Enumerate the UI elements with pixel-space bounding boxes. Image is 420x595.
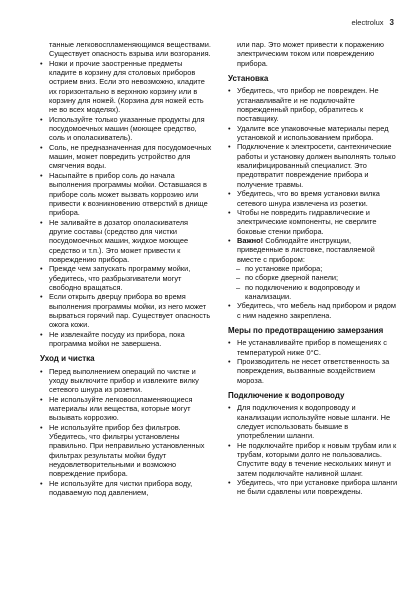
sub-item: – по сборке дверной панели;	[236, 273, 339, 283]
important-label: Важно!	[237, 235, 264, 245]
right-column	[228, 40, 398, 497]
list-item: • Если открыть дверцу прибора во время выполнения программы мойки, из него может вырваться горячий пар. Существует опасность ожога кожи.	[40, 292, 211, 330]
page-header	[351, 18, 394, 27]
list-item: • Соль, не предназначенная для посудомоечных машин, может повредить устройство для смягчения воды.	[40, 142, 212, 171]
list-item: • Не используйте для чистки прибора воду, подаваемую под давлением,	[40, 478, 193, 498]
sub-item: – по подключению к водопроводу и канализации.	[236, 282, 360, 301]
list-item: • Не заливайте в дозатор ополаскивателя другие составы (средство для чистки посудомоечных машин, жидкое моющее средство и т.п.). Это может привести к повреждению прибора.	[40, 217, 189, 264]
left-column	[40, 40, 212, 498]
install-heading: Установка	[228, 74, 269, 84]
care-list	[40, 367, 212, 498]
list-item: • Не устанавливайте прибор в помещениях с температурой ниже 0°C.	[228, 338, 387, 357]
frost-list	[228, 338, 398, 385]
install-sublist	[228, 264, 398, 301]
install-list-continued	[228, 301, 398, 320]
list-item: • Перед выполнением операций по чистке и уходу выключите прибор и извлеките вилку сетевого шнура из розетки.	[40, 366, 199, 395]
install-list	[228, 86, 398, 264]
list-item: • Прежде чем запускать программу мойки, убедитесь, что разбрызгиватели могут свободно вращаться.	[40, 264, 191, 292]
frost-heading: Меры по предотвращению замерзания	[228, 325, 384, 335]
continued-paragraph: танные легковоспламеняющимся веществами. Существует опасность взрыва или возгорания.	[49, 40, 211, 59]
list-item: • Не извлекайте посуду из прибора, пока программа мойки не завершена.	[40, 329, 185, 348]
water-list	[228, 403, 398, 496]
list-item: • Не используйте прибор без фильтров. Убедитесь, что фильтры установлены правильно. При неправильно установленных фильтрах результаты мойки будут неудовлетворительными и возможно повреждение прибора.	[40, 422, 205, 479]
list-item: • Для подключения к водопроводу и канализации используйте новые шланги. Не следует использовать бывшие в употреблении шланги.	[228, 403, 391, 441]
list-item: • Производитель не несет ответственность за повреждения, вызванные воздействием мороза.	[228, 357, 390, 385]
list-item: • Используйте только указанные продукты для посудомоечных машин (моющее средство, соль и ополаскиватель).	[40, 114, 205, 143]
list-item: • Насыпайте в прибор соль до начала выполнения программы мойки. Оставшаяся в приборе соль может вызвать коррозию или привести к возникновению отверстий в днище прибора.	[40, 170, 208, 218]
list-item: • Ножи и прочие заостренные предметы кладите в корзину для столовых приборов острием вниз. Если это невозможно, кладите их горизонтально в верхнюю корзину или в корзину для ножей. (Корзина для ножей есть не во всех моделях).	[40, 58, 205, 115]
list-item: • Убедитесь, что при установке прибора шланги не были сдавлены или повреждены.	[228, 478, 398, 497]
list-item: • Убедитесь, что во время установки вилка сетевого шнура извлечена из розетки.	[228, 189, 380, 208]
list-item: • Убедитесь, что прибор не поврежден. Не устанавливайте и не подключайте поврежденный прибор, обратитесь к поставщику.	[228, 86, 379, 124]
list-item: • Удалите все упаковочные материалы перед установкой и использованием прибора.	[228, 123, 389, 143]
list-item: • Убедитесь, что мебель над прибором и рядом с ним надежно закреплена.	[228, 301, 397, 320]
care-heading: Уход и чистка	[40, 354, 95, 364]
sub-item: – по установке прибора;	[236, 263, 323, 273]
water-heading: Подключение к водопроводу	[228, 391, 345, 401]
list-item-important: • Важно! Соблюдайте инструкции, приведенные в листовке, поставляемой вместе с прибором:	[228, 235, 375, 264]
safety-list	[40, 59, 212, 349]
list-item: • Не подключайте прибор к новым трубам или к трубам, которыми долго не пользовались. Спустите воду в течение нескольких минут и затем подключайте наливной шланг.	[228, 440, 397, 478]
list-item: • Не используйте легковоспламеняющиеся материалы или вещества, которые могут вызывать коррозию.	[40, 394, 193, 423]
brand-name: electrolux	[351, 18, 384, 27]
page-number: 3	[389, 18, 394, 27]
continued-paragraph: или пар. Это может привести к поражению электрическим током или повреждению прибора.	[237, 40, 384, 68]
list-item: • Подключение к электросети, сантехнические работы и установку должен выполнять только квалифицированный специалист. Это предотвратит повреждение прибора и получение травмы.	[228, 142, 396, 189]
list-item: • Чтобы не повредить гидравлические и электрические компоненты, не сверлите боковые стенки прибора.	[228, 207, 377, 236]
